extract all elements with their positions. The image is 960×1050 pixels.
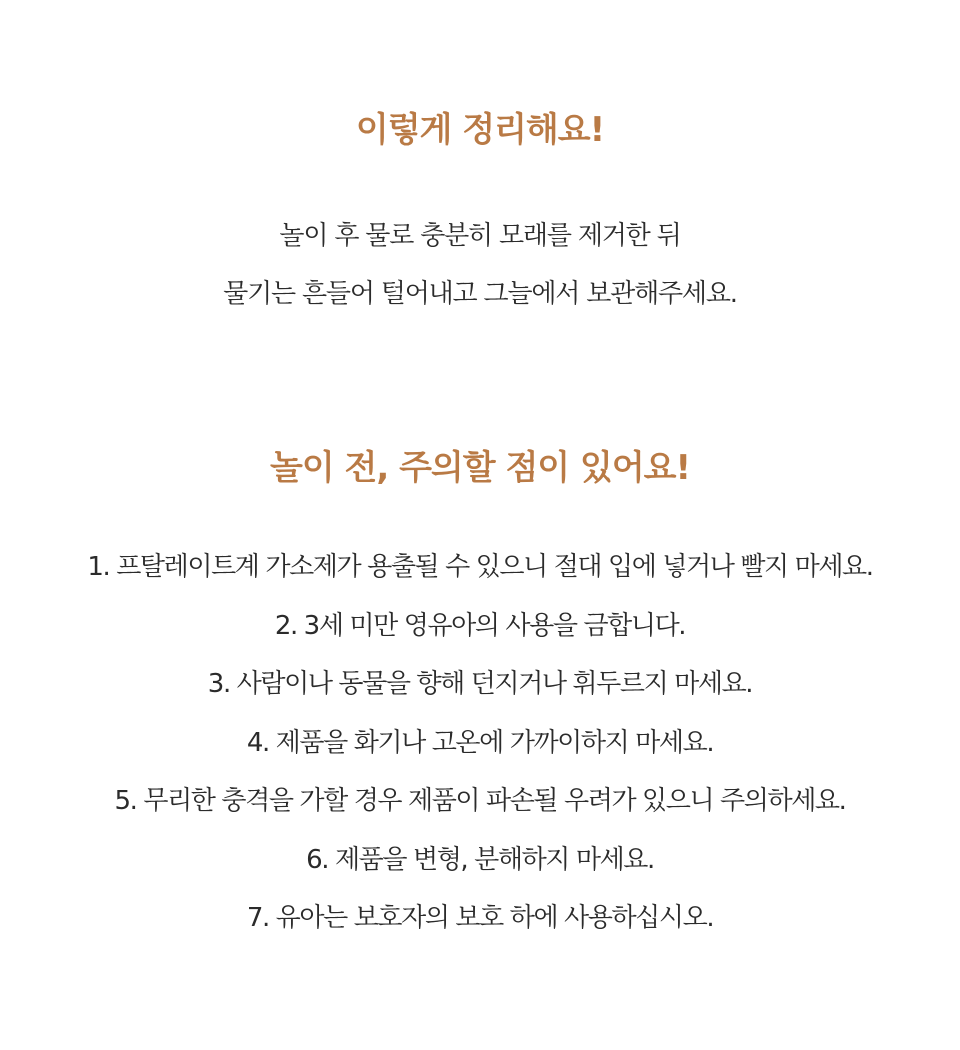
caution-item: 5. 무리한 충격을 가할 경우 제품이 파손될 우려가 있으니 주의하세요. — [114, 786, 846, 816]
caution-item: 2. 3세 미만 영유아의 사용을 금합니다. — [274, 610, 686, 641]
cleaning-line: 놀이 후 물로 충분히 모래를 제거한 뒤 — [279, 221, 681, 251]
caution-title: 놀이 전, 주의할 점이 있어요! — [269, 448, 691, 488]
cleaning-section — [0, 110, 960, 323]
cleaning-instructions — [0, 207, 960, 323]
caution-item: 6. 제품을 변형, 분해하지 마세요. — [306, 844, 654, 875]
caution-item: 7. 유아는 보호자의 보호 하에 사용하십시오. — [246, 903, 714, 933]
caution-item: 4. 제품을 화기나 고온에 가까이하지 마세요. — [246, 727, 714, 758]
cleaning-title: 이렇게 정리해요! — [355, 110, 605, 150]
caution-section — [0, 448, 960, 964]
caution-list — [0, 538, 960, 948]
cleaning-line: 물기는 흔들어 털어내고 그늘에서 보관해주세요. — [223, 279, 737, 309]
caution-item: 1. 프탈레이트계 가소제가 용출될 수 있으니 절대 입에 넣거나 빨지 마세요. — [87, 552, 873, 582]
caution-item: 3. 사람이나 동물을 향해 던지거나 휘두르지 마세요. — [207, 669, 753, 699]
